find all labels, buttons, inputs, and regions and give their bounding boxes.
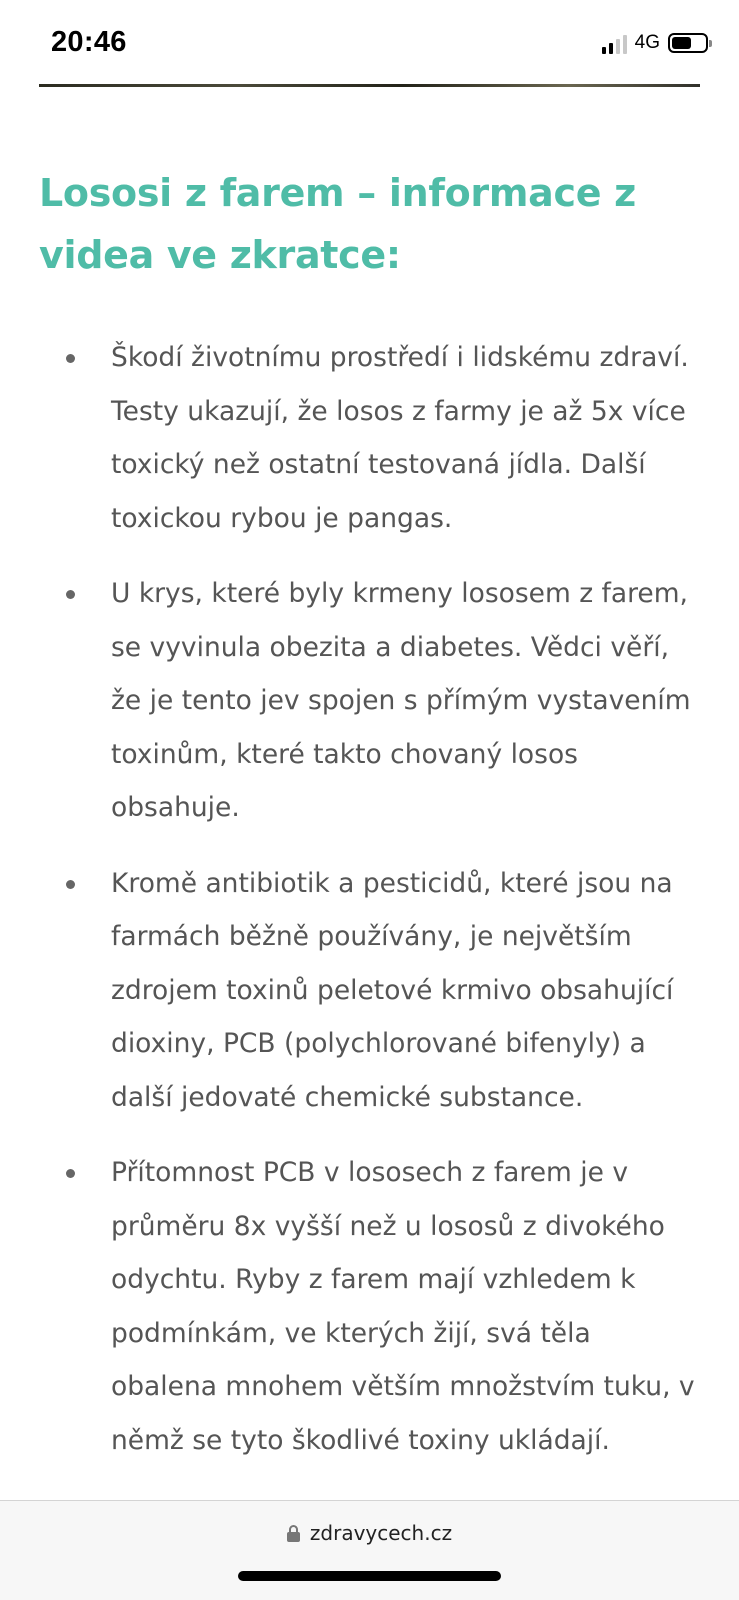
lock-icon (287, 1525, 300, 1542)
list-item-text: Přítomnost PCB v lososech z farem je v průměru 8x vyšší než u lososů z divokého odychtu. Ryby z farem mají vzhledem k podmínkám, ve kterých žijí, svá těla obalena mnohem větším množstvím tuku, v němž se tyto škodlivé toxiny ukládají. (111, 1157, 695, 1456)
bullet-dot (66, 590, 75, 599)
list-item-text: U krys, které byly krmeny lososem z farem, se vyvinula obezita a diabetes. Vědci věří, že je tento jev spojen s přímým vystavením toxinům, které takto chovaný losos obsahuje. (111, 578, 691, 823)
bullet-dot (66, 1169, 75, 1178)
list-item (0, 857, 739, 1125)
article-heading: Lososi z farem – informace z videa ve zkratce: (39, 171, 636, 277)
status-time: 20:46 (51, 26, 127, 58)
cellular-signal-icon (602, 32, 627, 54)
list-item (0, 331, 739, 545)
header-image-strip (39, 84, 700, 87)
list-item (0, 567, 739, 835)
home-indicator[interactable] (238, 1571, 501, 1581)
bullet-list (0, 331, 739, 1489)
battery-level-fill (672, 37, 691, 49)
list-item (0, 1146, 739, 1467)
bullet-dot (66, 354, 75, 363)
status-indicators (602, 30, 708, 56)
bullet-dot (66, 880, 75, 889)
list-item-text: Kromě antibiotik a pesticidů, které jsou na farmách běžně používány, je největším zdrojem toxinů peletové krmivo obsahující dioxiny, PCB (polychlorované bifenyly) a další jedovaté chemické substance. (111, 867, 674, 1113)
browser-address-bar[interactable] (0, 1500, 739, 1600)
address-field[interactable] (0, 1521, 739, 1545)
network-type-label: 4G (634, 32, 660, 53)
status-bar (0, 0, 739, 84)
url-domain[interactable]: zdravycech.cz (309, 1521, 453, 1545)
list-item-text: Škodí životnímu prostředí i lidskému zdraví. Testy ukazují, že losos z farmy je až 5x více toxický než ostatní testovaná jídla. Další toxickou rybou je pangas. (111, 342, 689, 534)
battery-icon (668, 33, 708, 53)
